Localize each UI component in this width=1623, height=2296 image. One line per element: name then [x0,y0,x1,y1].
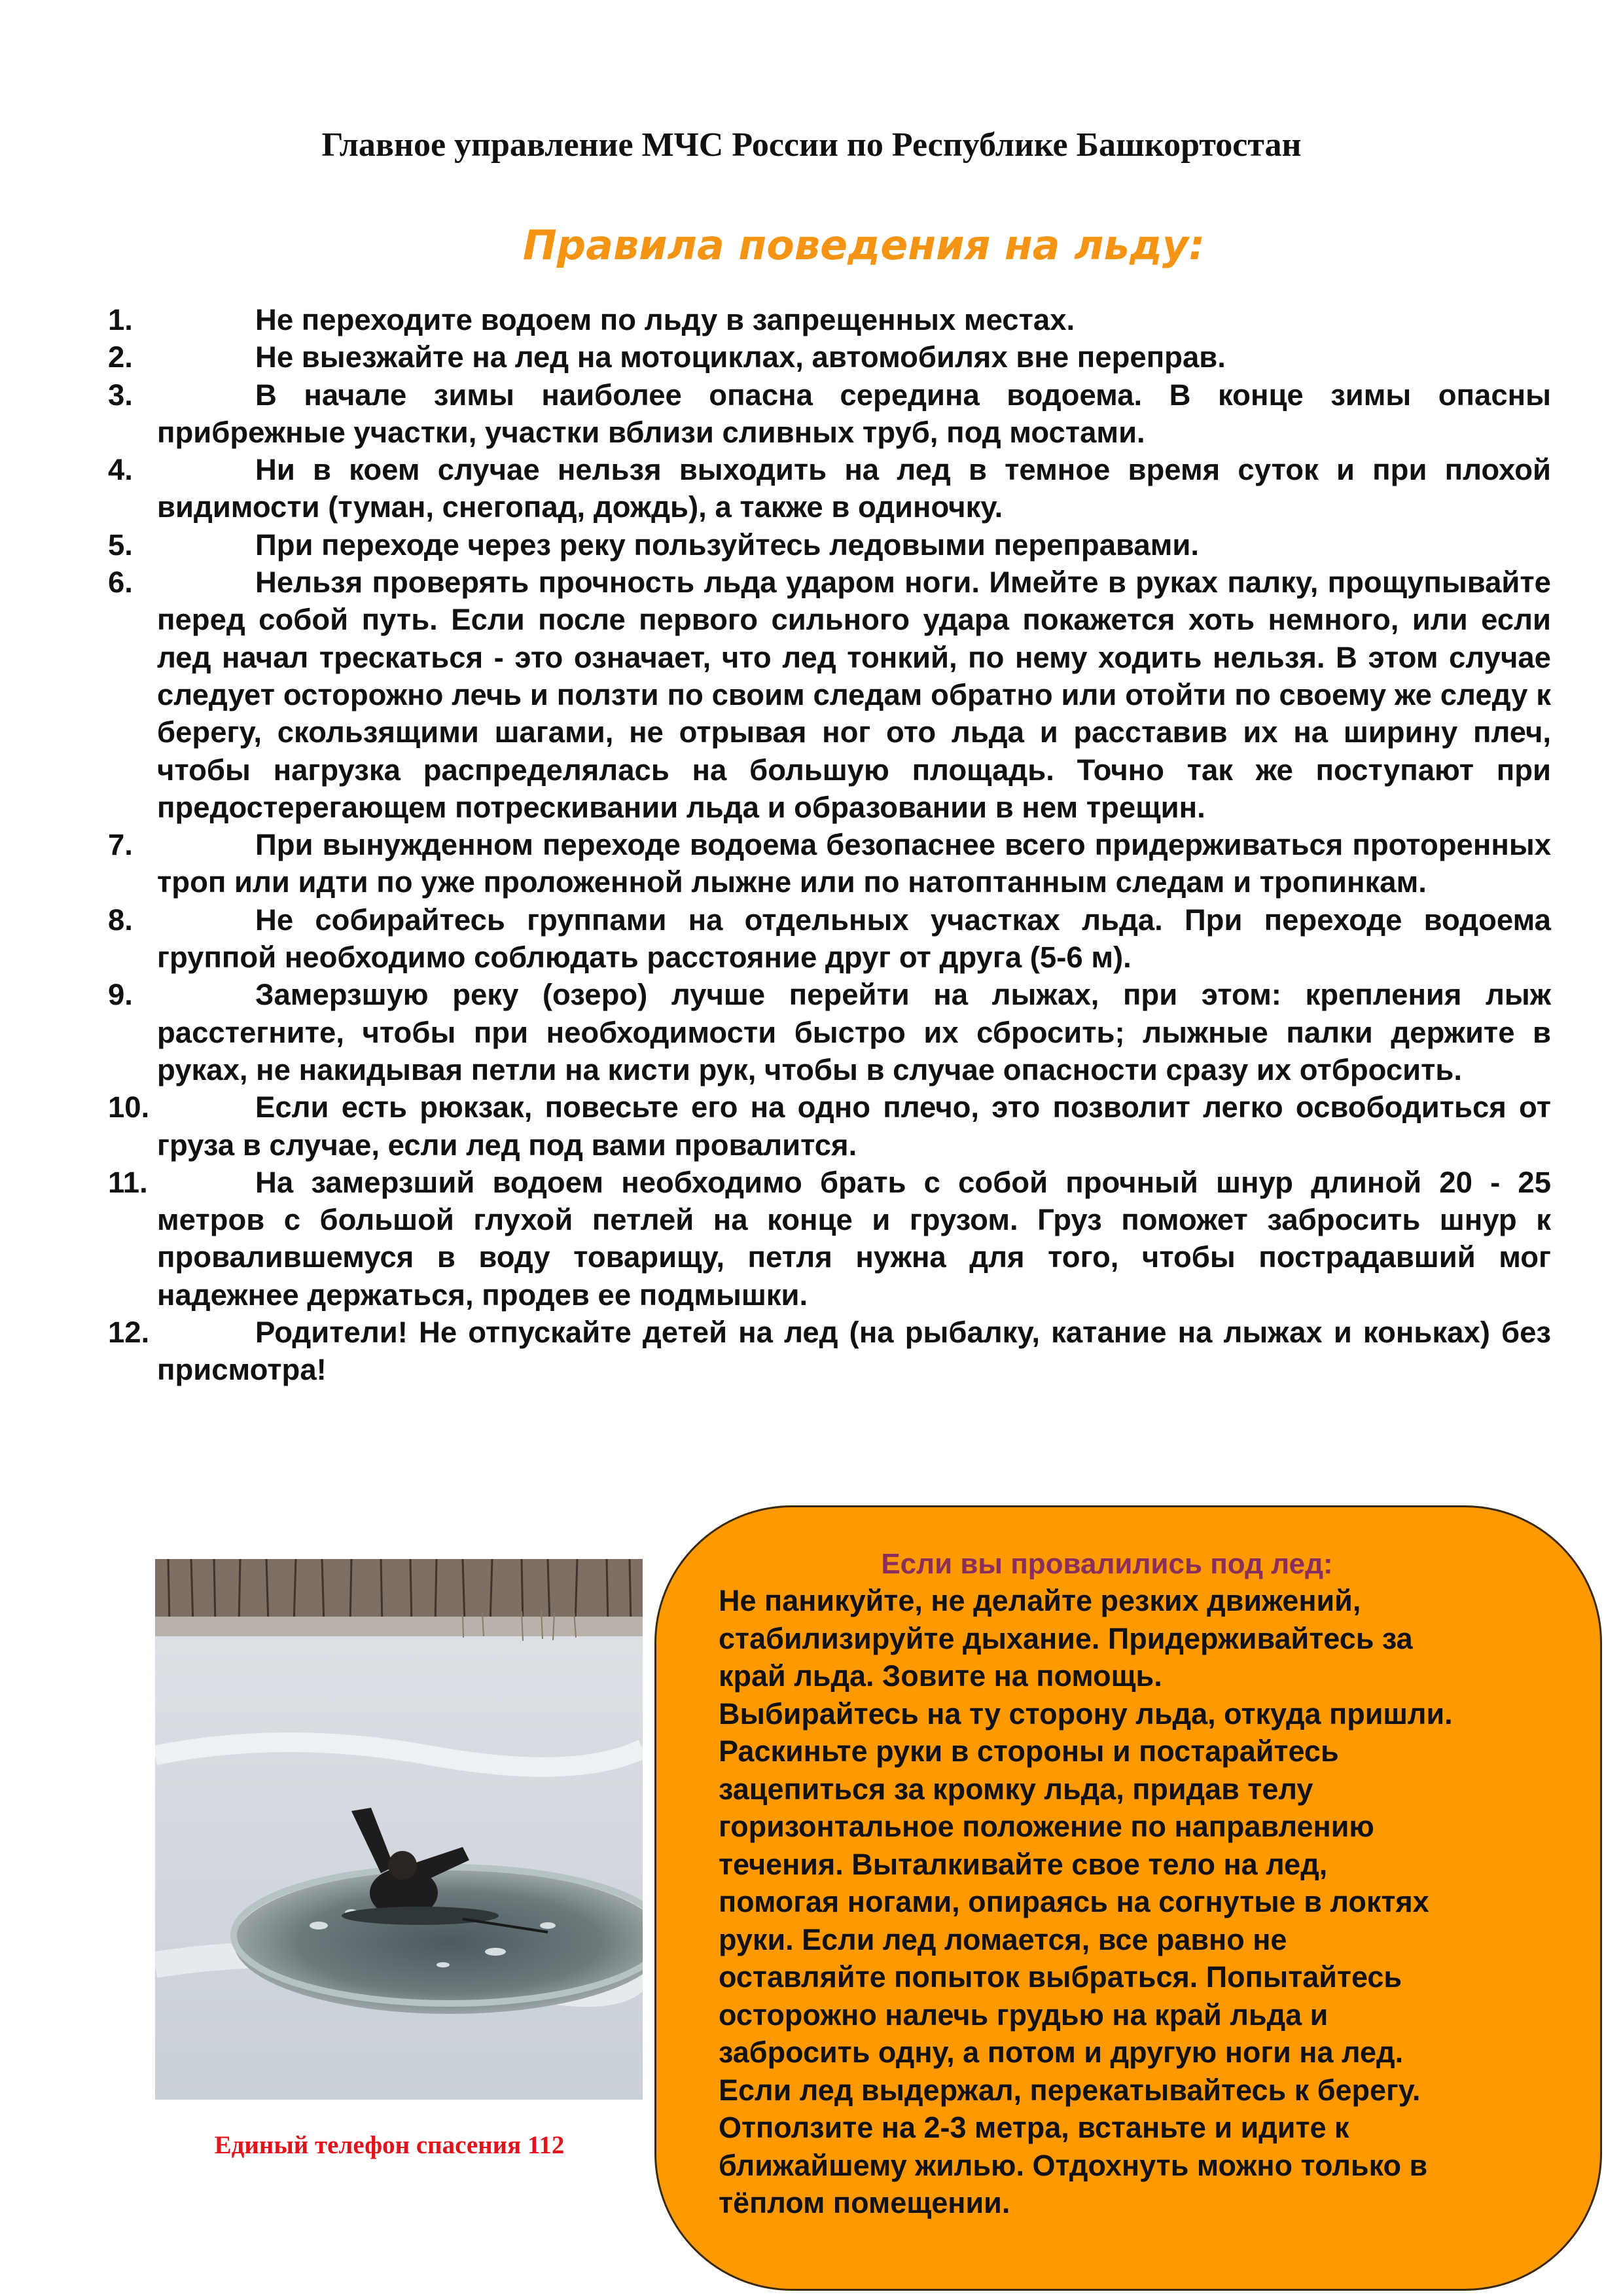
rule-number: 9. [108,978,133,1012]
rule-text: Не выезжайте на лед на мотоциклах, автомобилях вне переправ. [255,340,1226,374]
rule-item [108,901,1551,977]
rule-number: 8. [108,903,133,937]
rule-item [108,976,1551,1088]
rule-text: Ни в коем случае нельзя выходить на лед в темное время суток и при плохой видимости (туман, снегопад, дождь), а также в одиночку. [157,453,1551,524]
rule-item [108,1088,1551,1164]
rule-item [108,564,1551,826]
rule-text: Не переходите водоем по льду в запрещенных местах. [255,303,1075,336]
rule-number: 3. [108,378,133,412]
ice-rescue-photo [155,1559,643,2100]
rule-text: Если есть рюкзак, повесьте его на одно плечо, это позволит легко освободиться от груза в случае, если лед под вами провалится. [157,1090,1551,1162]
callout-title: Если вы провалились под лед: [881,1548,1333,1580]
rule-number: 6. [108,565,133,600]
rule-item [108,338,1551,376]
rule-text: Не собирайтесь группами на отдельных участках льда. При переходе водоема группой необходимо соблюдать расстояние друг от друга (5-6 м). [157,903,1551,975]
rule-number: 4. [108,453,133,487]
rule-text: На замерзший водоем необходимо брать с собой прочный шнур длиной 20 - 25 метров с большой глухой петлей на конце и грузом. Груз поможет забросить шнур к провалившемуся в воду товарищу, петля нужна для того, чтобы пострадавший мог надежнее держаться, продев ее подмышки. [157,1165,1551,1312]
rule-number: 1. [108,303,133,336]
rule-number: 5. [108,528,133,562]
rule-item [108,376,1551,452]
rule-item [108,826,1551,901]
rule-number: 12. [108,1316,150,1350]
rule-text: При переходе через реку пользуйтесь ледовыми переправами. [255,528,1199,562]
rule-text: Замерзшую реку (озеро) лучше перейти на лыжах, при этом: крепления лыж расстегните, чтобы при необходимости быстро их сбросить; лыжные палки держите в руках, не накидывая петли на кисти рук, чтобы в случае опасности сразу их отбросить. [157,978,1551,1086]
rules-list [108,301,1551,1389]
rule-text: В начале зимы наиболее опасна середина водоема. В конце зимы опасны прибрежные участки, участки вблизи сливных труб, под мостами. [157,378,1551,449]
organization-title: Главное управление МЧС России по Республике Башкортостан [321,126,1302,164]
rule-number: 10. [108,1090,150,1124]
rule-item [108,301,1551,338]
rule-text: Родители! Не отпускайте детей на лед (на рыбалку, катание на лыжах и коньках) без присмотра! [157,1316,1551,1387]
rule-text: Нельзя проверять прочность льда ударом ноги. Имейте в руках палку, прощупывайте перед собой путь. Если после первого сильного удара покажется хоть немного, или если лед начал трескаться - это означает, что лед тонкий, по нему ходить нельзя. В этом случае следует осторожно лечь и ползти по своим следам обратно или отойти по своему же следу к берегу, скользящими шагами, не отрывая ног ото льда и расставив их на ширину плеч, чтобы нагрузка распределялась на большую площадь. Точно так же поступают при предостерегающем потрескивании льда и образовании в нем трещин. [157,565,1551,824]
callout-text: Не паникуйте, не делайте резких движений, стабилизируйте дыхание. Придерживайтесь за край льда. Зовите на помощь. Выбирайтесь на ту сторону льда, откуда пришли. Раскиньте руки в стороны и постарайтесь зацепиться за кромку льда, придав телу горизонтальное положение по направлению течения. Выталкивайте свое тело на лед, помогая ногами, опираясь на согнутые в локтях руки. Если лед ломается, все равно не оставляйте попыток выбраться. Попытайтесь осторожно налечь грудью на край льда и забросить одну, а потом и другую ноги на лед. Если лед выдержал, перекатывайтесь к берегу. Отползите на 2-3 метра, встаньте и идите к ближайшему жилью. Отдохнуть можно только в тёплом помещении. [719,1584,1453,2219]
rule-number: 2. [108,340,133,374]
document-title: Правила поведения на льду: [522,221,1205,269]
rule-item [108,1164,1551,1314]
rule-number: 11. [108,1165,148,1199]
rule-item [108,1314,1551,1389]
rule-item [108,526,1551,564]
rule-item [108,451,1551,526]
emergency-phone-note: Единый телефон спасения 112 [214,2131,565,2159]
rule-number: 7. [108,828,133,862]
rule-text: При вынужденном переходе водоема безопаснее всего придерживаться проторенных троп или идти по уже проложенной лыжне или по натоптанным следам и тропинкам. [157,828,1551,899]
ice-fall-instructions-box [654,1505,1602,2291]
person-in-ice-hole-illustration [155,1559,643,2100]
